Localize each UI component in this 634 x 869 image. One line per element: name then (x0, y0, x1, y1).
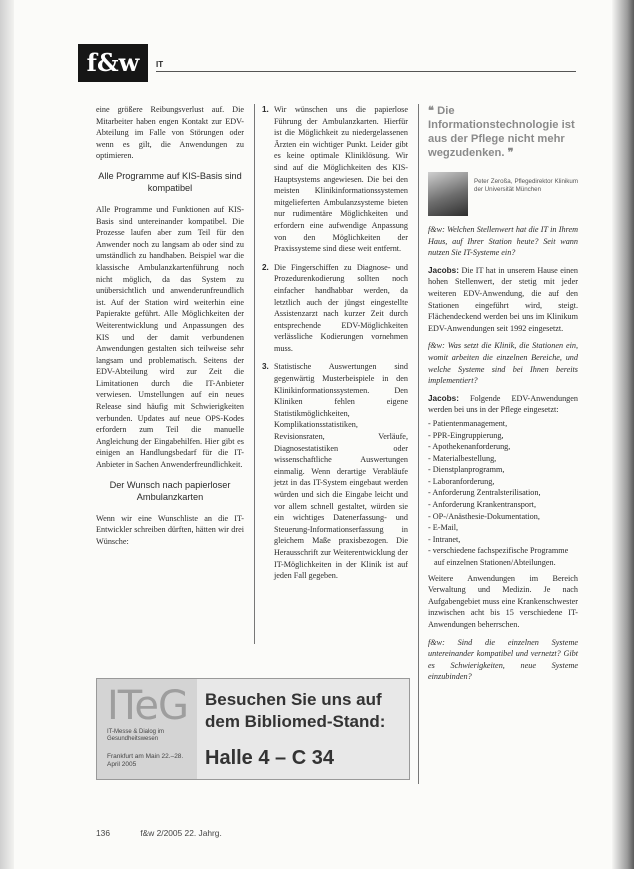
page-footer (96, 828, 250, 838)
interview-question: f&w: Sind die einzelnen Systeme untereinander kompatibel und vernetzt? Gibt es Schwierigkeiten, neue Systeme einzubinden? (428, 637, 578, 682)
paragraph: Wenn wir eine Wunschliste an die IT-Entwickler schreiben dürften, hätten wir drei Wünsche: (96, 513, 244, 546)
interview-question: f&w: Welchen Stellenwert hat die IT in Ihrem Haus, auf Ihrer Station heute? Seit wann nutzen Sie IT-Systeme ein? (428, 225, 578, 258)
speaker-name: Jacobs: (428, 265, 459, 275)
list-item: - Laboranforderung, (428, 476, 495, 486)
list-item: - verschiedene fachspezifische Programme auf einzelnen Stationen/Abteilungen. (428, 546, 569, 568)
list-item: - E-Mail, (428, 523, 459, 533)
iteg-logo: ITeG (107, 683, 189, 729)
portrait-photo (428, 172, 468, 216)
scan-left-edge (0, 0, 14, 869)
list-number: 3. (262, 362, 269, 372)
list-text: Wir wünschen uns die papierlose Führung der Ambulanzkarten. Hierfür ist die Möglichkeit zu niedergelassenen Ärzten ein wichtiger Punkt. Leider gibt es keine optimale Kliniklösung. Wir sind auf die Möglichkeiten des KIS-Hauptsystems angewiesen. Die bei den meisten Klinikinformationssystemen mitgelieferten Ambulanzsysteme bieten nur rudimentäre Möglichkeiten und erfordern eine aufwendige Anpassung von den Möglichkeiten der Praxissysteme sind diese weit entfernt. (274, 105, 408, 254)
list-item: - PPR-Eingruppierung, (428, 430, 504, 440)
ad-date: Frankfurt am Main 22.–28. April 2005 (107, 753, 184, 768)
list-item: - Anforderung Krankentransport, (428, 500, 536, 510)
issue-info: f&w 2/2005 22. Jahrg. (140, 828, 222, 838)
list-item: - Materialbestellung, (428, 453, 497, 463)
page-number: 136 (96, 828, 110, 838)
list-number: 1. (262, 105, 269, 114)
column-2 (262, 104, 408, 589)
paragraph: Weitere Anwendungen im Bereich Verwaltung und Medizin. Je nach Aufgabengebiet muss eine Krankenschwester inzwischen acht bis 15 verschiedene IT-Anwendungen beherrschen. (428, 573, 578, 629)
journal-logo: f&w (78, 44, 148, 82)
section-tag: IT (156, 60, 164, 69)
list-item: - Dienstplanprogramm, (428, 465, 505, 475)
header-rule (156, 71, 576, 72)
column-divider (418, 104, 419, 784)
column-3 (428, 104, 578, 689)
subheading: Alle Programme auf KIS-Basis sind kompatibel (98, 170, 242, 193)
list-item: - Apothekenanforderung, (428, 442, 511, 452)
portrait-block (428, 172, 578, 216)
ad-subtitle: IT-Messe & Dialog im Gesundheitswesen (107, 729, 165, 742)
list-text: Statistische Auswertungen sind gegenwärtig Musterbeispiele in den Klinikinformationssystemen. Den Kliniken fehlen eigene Statistikmöglichkeiten, Komplikationsstatistiken, Revisionsraten, Verläufe, Diagnosestatistiken oder wissenschaftliche Auswertungen einmalig. Wenn derartige Verabläufe jetzt in das IT-System eingebaut werden würden und sich die Eingabe leicht und vor allem schnell gestaltet, würden sie ein wichtiges Datenerfassung- und Steuerung-Informationserfassung in gleichem Maße praxisbezogen. Die Herausschrift zur Weiterentwicklung der IT-Möglichkeiten in der Klinik ist auf jeden Fall gegeben. (274, 362, 408, 581)
application-list (428, 418, 578, 569)
ad-hall-number: Halle 4 – C 34 (205, 747, 334, 769)
column-1 (96, 104, 244, 553)
list-item (262, 361, 408, 581)
paragraph: Alle Programme und Funktionen auf KIS-Basis sind untereinander kompatibel. Die Prozesse laufen aber zum Teil für den Anwender noch zu langsam ab oder sind zu umständlich zu handhaben. Beispiel war die klassische Ambulanzkartenführung noch nicht möglich, da das System zu unübersichtlich und anwenderunfreundlich ist. Auf der Station wird weiterhin eine Papierakte geführt. Alle Möglichkeiten der Weiterentwicklung und Anpassungen des KIS und der damit verbundenen Anwendungen gestalten sich teilweise sehr langsam und problematisch. Seitens der EDV-Abteilung wird zur Zeit die Limitationen durch die IT-Anbieter verwiesen. Umstellungen auf ein neues Release sind häufig mit Schwierigkeiten verbunden. Updates auf neue OPS-Kodes erfordern zum Teil die manuelle Angleichung der Eingabehilfen. Hier gibt es einigen an Handlungsbedarf für die IT-Anbieter in Sachen Anwenderfreundlichkeit. (96, 204, 244, 470)
quote-mark-icon: ❝ (428, 105, 438, 117)
iteg-advertisement (96, 678, 410, 780)
list-item: - Patientenmanagement, (428, 418, 508, 428)
interview-question: f&w: Was setzt die Klinik, die Stationen ein, womit arbeiten die einzelnen Bereiche, und welche Systeme sind bei Ihnen bereits implementiert? (428, 341, 578, 386)
list-item: - Anforderung Zentralsterilisation, (428, 488, 541, 498)
photo-caption: Peter Zeroßa, Pflegedirektor Klinikum der Universität München (474, 178, 578, 193)
scan-right-edge (612, 0, 634, 869)
ad-brand-panel (97, 679, 197, 779)
speaker-name: Jacobs: (428, 393, 459, 403)
list-number: 2. (262, 262, 269, 272)
pull-quote: ❝ Die Informationstechnologie ist aus der Pflege nicht mehr wegzudenken. ❞ (428, 105, 575, 159)
list-item: - OP-/Anästhesie-Dokumentation, (428, 511, 540, 521)
list-item: - Intranet, (428, 534, 461, 544)
list-item (262, 104, 408, 255)
subheading: Der Wunsch nach papierloser Ambulanzkarten (109, 479, 231, 502)
list-item (262, 262, 408, 355)
interview-answer: Jacobs: Die IT hat in unserem Hause einen hohen Stellenwert, der stetig mit jeder weiteren EDV-Anwendung, die auf den Stationen eingeführt wird, steigt. Flächendeckend werden bei uns im Klinikum EDV-Anwendungen seit 1992 eingesetzt. (428, 265, 579, 333)
list-text: Die Fingerschiffen zu Diagnose- und Prozedurenkodierung sollten noch einfacher handhabbar werden, da letztlich auch der jüngst eingestellte Assistenzarzt nach kurzer Zeit durch entsprechende EDV-Möglichkeiten verlässliche Kodierungen vornehmen muss. (274, 262, 408, 353)
quote-mark-icon: ❞ (504, 147, 514, 159)
interview-answer: Jacobs: Folgende EDV-Anwendungen werden bei uns in der Pflege eingesetzt: (428, 393, 578, 415)
paragraph: eine größere Reibungsverlust auf. Die Mitarbeiter haben engen Kontakt zur EDV-Abteilung im Falle von Störungen oder wenn es gilt, die Anwendungen zu optimieren. (96, 105, 244, 161)
ad-headline: Besuchen Sie uns auf dem Bibliomed-Stand: (205, 690, 386, 731)
column-divider (254, 104, 255, 644)
